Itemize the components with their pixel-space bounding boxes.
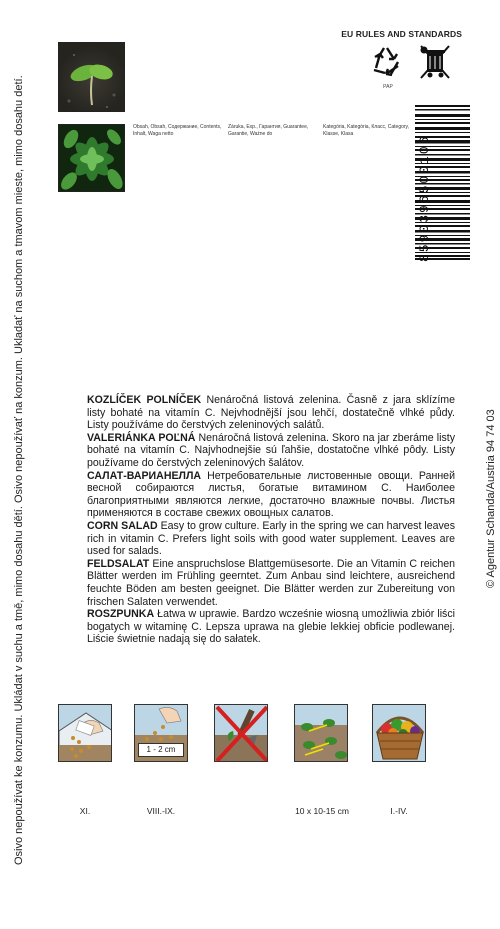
entry-text: Easy to grow culture. Early in the spring we can harvest leaves rich in vitamin C. Prefers light soils with good water supplement. Leaves are used for salads. [87, 519, 455, 558]
pap-label: PAP [383, 84, 393, 90]
entry-text: Нетребовательные листовенные овощи. Ранней весной собираются листья, богатые витамином С. Наиболее благоприятными являются легкие, достаточно влажные почвы. Листья применяются в составе свежих овощных салатов. [87, 469, 455, 520]
product-descriptions [87, 394, 455, 646]
entry-name: САЛАТ-ВАРИАНЕЛЛА [87, 469, 202, 482]
entry-name: CORN SALAD [87, 519, 158, 532]
expiry-label: Záruka, Exp., Гарантия, Guarantee, Garantie, Ważne do [228, 124, 309, 137]
copyright-text: © Agentur Schanda/Austria 94 74 03 [485, 409, 497, 588]
recycle-icon [370, 44, 404, 78]
entry-name: ROSZPUNKA [87, 608, 155, 621]
entry-name: KOZLÍČEK POLNÍČEK [87, 394, 202, 406]
description-ru [87, 470, 455, 520]
description-de [87, 558, 455, 608]
spacing-label: 10 x 10-15 cm [295, 806, 349, 816]
description-en [87, 520, 455, 558]
sowing-depth-badge: 1 - 2 cm [138, 743, 184, 757]
contents-label: Obsah, Obsah, Содержание, Contents, Inhalt, Waga netto [133, 124, 222, 137]
entry-text: Nenáročná listová zelenina. Skoro na jar zberáme listy bohaté na vitamín C. Najvhodnejšie sú ľahšie, dostatočne vlhké pôdy. Listy používame do čerstvých zeleninových šalátov. [87, 431, 456, 469]
harvest-basket-icon [372, 704, 426, 762]
storage-warning-text: Osivo nepoužívat ke konzumu. Ukládat v suchu a tmě, mimo dosahu dětí. Osivo nepoužívať na konzum. Ukladať na suchom a tmavom mieste, mimo dosahu detí. [13, 75, 25, 865]
description-cz [87, 394, 455, 432]
barcode-number: 8590396500106 [417, 134, 432, 262]
description-sk [87, 432, 455, 470]
entry-name: VALERIÁNKA POĽNÁ [87, 431, 196, 444]
entry-text: Eine anspruchslose Blattgemüsesorte. Die an Vitamin C reichen Blätter werden im Frühling geerntet. Zum Anbau sind leichtere, ausreichend feuchte Böden am besten geeignet. Die Blätter werden zur Zubereitung von frischen Salaten verwendet. [87, 557, 455, 608]
description-pl [87, 608, 455, 646]
harvest-label: I.-IV. [390, 806, 408, 816]
sowing-greenhouse-icon [58, 704, 112, 762]
lambs-lettuce-photo [58, 124, 125, 192]
packet-info-labels [133, 124, 423, 138]
no-transplant-icon [214, 704, 268, 762]
sowing-outdoor-label: VIII.-IX. [146, 806, 176, 816]
crossed-bin-icon [418, 44, 452, 82]
sowing-outdoor-icon [134, 704, 188, 762]
category-label: Kategória, Kategória, Класс, Category, Klasse, Klasa [323, 124, 410, 137]
sowing-greenhouse-label: XI. [79, 806, 91, 816]
entry-name: FELDSALAT [87, 557, 150, 570]
entry-text: Nenáročná listová zelenina. Časně z jara sklízíme listy bohaté na vitamín C. Nejvhodnější jsou lehčí, dostatečně vlhké půdy. Listy používáme do čerstvých zeleninových salátů. [87, 394, 455, 432]
eu-rules-title: EU RULES AND STANDARDS [341, 29, 462, 39]
spacing-icon [294, 704, 348, 762]
entry-text: Łatwa w uprawie. Bardzo wcześnie wiosną umożliwia zbiór liści bogatych w witaminę C. Lepsza uprawa na glebie lekkiej obficie podlewanej. Liście świetnie nadają się do sałatek. [87, 608, 455, 646]
seedling-photo [58, 42, 125, 112]
